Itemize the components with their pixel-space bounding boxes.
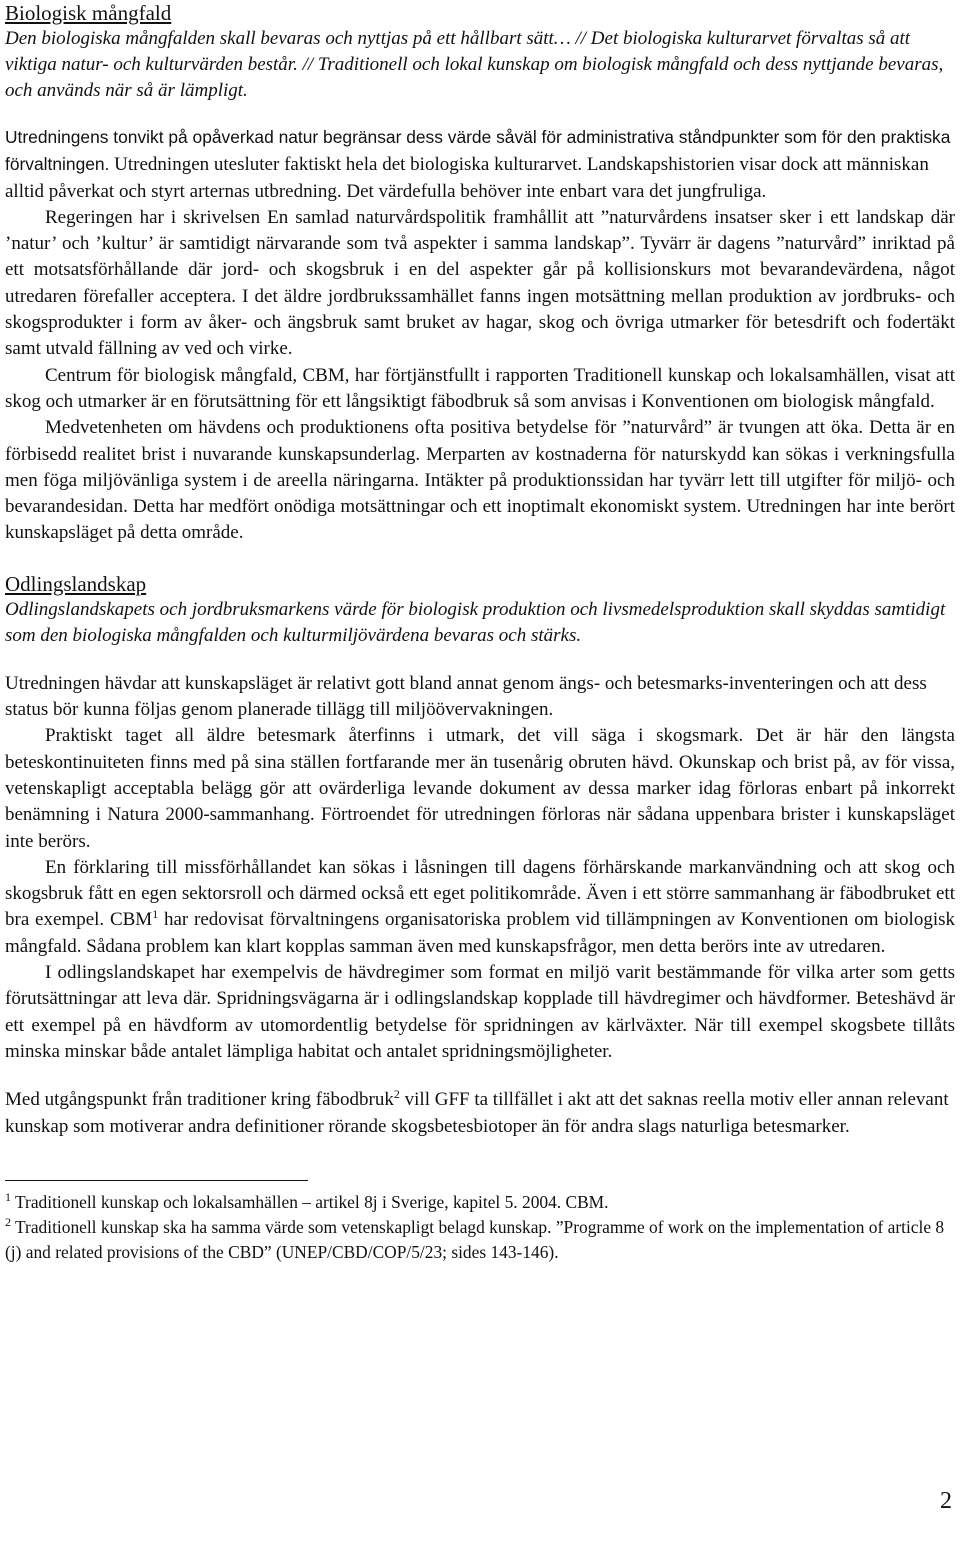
footnote bbox=[5, 1215, 955, 1265]
footnote-text: Traditionell kunskap och lokalsamhällen – artikel 8j i Sverige, kapitel 5. 2004. CBM. bbox=[11, 1191, 609, 1212]
paragraph: I odlingslandskapet har exempelvis de hävdregimer som format en miljö varit bestämmande för vilka arter som getts förutsättningar att leva där. Spridningsvägarna är i odlingslandskap kopplade till hävdregimer och hävdformer. Beteshävd är ett exempel på en hävdform av utomordentlig betydelse för spridningen av kärlväxter. När till exempel skogsbete tillåts minska minskar både antalet lämpliga habitat och antalet spridningsmöjligheter. bbox=[5, 962, 955, 1062]
paragraph: Utredningen hävdar att kunskapsläget är relativt gott bland annat genom ängs- och betesmarks-inventeringen och att dess status bör kunna följas genom planerade tillägg till miljöövervakningen. bbox=[5, 672, 927, 721]
paragraph bbox=[5, 855, 955, 960]
footnote-reference: 1 bbox=[152, 907, 159, 922]
section-intro-quote: Odlingslandskapets och jordbruksmarkens värde för biologisk produktion och livsmedelsproduktion skall skyddas samtidigt som den biologiska mångfalden och kulturmiljövärdena bevaras och stärks. bbox=[5, 598, 946, 646]
section-heading-odlingslandskap: Odlingslandskap bbox=[5, 571, 147, 596]
paragraph-sans-segment: Utredningens tonvikt på opåverkad natur begränsar dess värde såväl för administrativa ståndpunkter som för den praktiska förvaltningen. bbox=[5, 127, 951, 175]
paragraph: Praktiskt taget all äldre betesmark återfinns i utmark, det vill säga i skogsmark. Det är här den längsta beteskontinuiteten finns med på sina ställen fortfarande mer än tusenårig obruten hävd. Okunskap och brist på, av för vissa, vetenskapligt acceptabla belägg gör att ovärderliga levande dokument av dessa marker idag förloras enbart på inkorrekt benämning i Natura 2000-sammanhang. Förtroendet för utredningen förloras när sådana uppenbara brister i kunskapsläget inte berörs. bbox=[5, 725, 955, 852]
paragraph-text: En förklaring till missförhållandet kan sökas i låsningen till dagens förhärskande markanvändning och att skog och skogsbruk fått en egen sektorsroll och därmed också ett eget politikområde. Även i ett större sammanhang är fäbodbruket ett bra exempel. CBM bbox=[5, 856, 955, 931]
footnote bbox=[5, 1190, 955, 1215]
paragraph bbox=[5, 124, 955, 205]
paragraph: Centrum för biologisk mångfald, CBM, har förtjänstfullt i rapporten Traditionell kunskap och lokalsamhällen, visat att skog och utmarker är en förutsättning för ett långsiktigt fäbodbruk så som anvisas i Konventionen om biologisk mångfald. bbox=[5, 364, 955, 412]
page-number: 2 bbox=[940, 1488, 952, 1514]
paragraph: Regeringen har i skrivelsen En samlad naturvårdspolitik framhållit att ”naturvårdens insatser sker i ett landskap där ’natur’ och ’kultur’ är samtidigt närvarande som två aspekter i samma landskap”. Tyvärr är dagens ”naturvård” inriktad på ett motsatsförhållande där jord- och skogsbruk i en del aspekter går på kollisionskurs mot bevarandevärdena, något utredaren förefaller acceptera. I det äldre jordbrukssamhället fanns ingen motsättning mellan produktion av jordbruks- och skogsprodukter i form av åker- och ängsbruk samt bruket av hagar, skog och övriga utmarker för betesdrift och fodertäkt samt utvald fällning av ved och virke. bbox=[5, 206, 955, 360]
footnote-number: 1 bbox=[5, 1189, 11, 1204]
paragraph-serif-segment: Utredningen utesluter faktiskt hela det biologiska kulturarvet. Landskapshistorien visar dock att människan alltid påverkat och styrt arternas utbredning. Det värdefulla behöver inte enbart vara det jungfruliga. bbox=[5, 154, 929, 202]
paragraph-text: har redovisat förvaltningens organisatoriska problem vid tillämpningen av Konventionen om biologisk mångfald. Sådana problem kan klart kopplas samman även med kunskapsfrågor, men detta berörs inte av utredaren. bbox=[5, 909, 955, 957]
paragraph: Medvetenheten om hävdens och produktionens ofta positiva betydelse för ”naturvård” är tvungen att öka. Detta är en förbisedd realitet brist i nuvarande kunskapsunderlag. Merparten av kostnaderna för naturskydd kan sökas i verkningsfulla men föga miljövänliga system i de areella näringarna. Intäkter på produktionssidan har tyvärr lett till utgifter för miljö- och bevarandesidan. Detta har medfört onödiga motsättningar och ett inoptimalt ekonomiskt system. Utredningen har inte berört kunskapsläget på detta område. bbox=[5, 417, 955, 544]
footnote-reference: 2 bbox=[393, 1087, 400, 1102]
section-intro-quote: Den biologiska mångfalden skall bevaras och nyttjas på ett hållbart sätt… // Det biologiska kulturarvet förvaltas så att viktiga natur- och kulturvärden består. // Traditionell och lokal kunskap om biologisk mångfald och dess nyttjande bevaras, och används när så är lämpligt. bbox=[5, 28, 944, 101]
paragraph-text: vill GFF ta tillfället i akt att det saknas reella motiv eller annan relevant kunskap som motiverar andra definitioner rörande skogsbetesbiotoper än för andra slags naturliga betesmarker. bbox=[5, 1089, 949, 1137]
section-heading-biologisk-mangfald: Biologisk mångfald bbox=[5, 1, 172, 25]
footnote-text: Traditionell kunskap ska ha samma värde som vetenskapligt belagd kunskap. ”Programme of work on the implementation of article 8 (j) and related provisions of the CBD” (UNEP/CBD/COP/5/23; sides 143-146). bbox=[5, 1216, 945, 1262]
document-page bbox=[5, 0, 955, 1265]
paragraph bbox=[5, 1087, 955, 1140]
paragraph-text: Med utgångspunkt från traditioner kring fäbodbruk bbox=[5, 1089, 394, 1111]
footnote-number: 2 bbox=[5, 1214, 11, 1229]
footnote-separator bbox=[5, 1180, 308, 1181]
